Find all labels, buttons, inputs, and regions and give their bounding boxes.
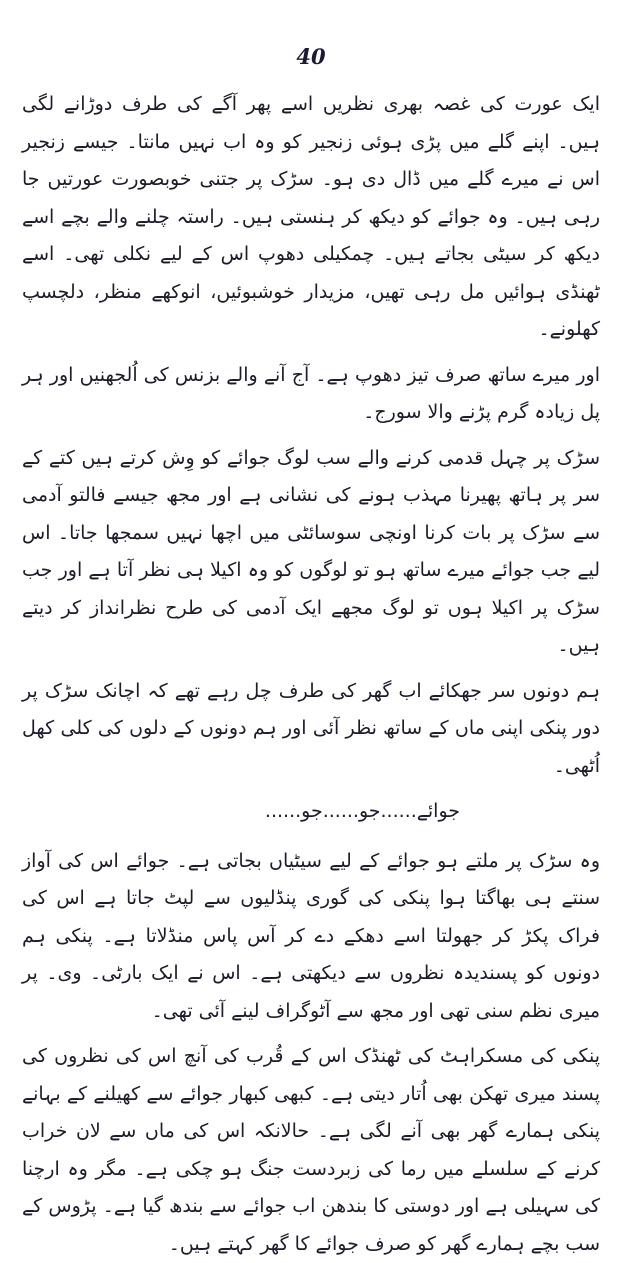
paragraph-3: سڑک پر چہل قدمی کرنے والے سب لوگ جوائے کو وِش کرتے ہیں کتے کے سر پر ہاتھ پھیرنا مہذب ہونے کی نشانی ہے اور مجھ جیسے فالتو آدمی سے سڑک پر بات کرنا اونچی سوسائٹی میں اچھا نہیں سمجھا جاتا۔ اس لیے جب جوائے میرے ساتھ ہو تو لوگوں کو وہ اکیلا ہی نظر آتا ہے اور جب سڑک پر اکیلا ہوں تو لوگ مجھے ایک آدمی کی طرح نظرانداز کر دیتے ہیں۔	[22, 446, 600, 656]
paragraph-1: ایک عورت کی غصہ بھری نظریں اسے پھر آگے کی طرف دوڑانے لگی ہیں۔ اپنے گلے میں پڑی ہوئی زنجیر کو وہ اب نہیں مانتا۔ جیسے زنجیر اس نے میرے گلے میں ڈال دی ہو۔ سڑک پر جتنی خوبصورت عورتیں جا رہی ہیں۔ وہ جوائے کو دیکھ کر ہنستی ہیں۔ راستہ چلنے والے بچے اسے دیکھ کر سیٹی بجاتے ہیں۔ چمکیلی دھوپ اس کے لیے نکلی تھی۔ اسے ٹھنڈی ہوائیں مل رہی تھیں، مزیدار خوشبوئیں، انوکھے منظر، دلچسپ کھلونے۔	[22, 93, 600, 340]
paragraph-4: ہم دونوں سر جھکائے اب گھر کی طرف چل رہے تھے کہ اچانک سڑک پر دور پنکی اپنی ماں کے ساتھ نظر آئی اور ہم دونوں کے دلوں کی کلی کھل اُٹھی۔	[22, 679, 600, 777]
paragraph-5-dialogue: جوائے......جو......جو......	[264, 800, 460, 822]
paragraph-2: اور میرے ساتھ صرف تیز دھوپ ہے۔ آج آنے والے بزنس کی اُلجھنیں اور ہر پل زیادہ گرم پڑنے والا سورج۔	[22, 363, 600, 423]
page-number: 40	[296, 44, 326, 69]
page-body	[22, 86, 600, 1263]
paragraph-6: وہ سڑک پر ملتے ہو جوائے کے لیے سیٹیاں بجاتی ہے۔ جوائے اس کی آواز سنتے ہی بھاگتا ہوا پنکی کی گوری پنڈلیوں سے لپٹ جاتا ہے اس کی فراک پکڑ کر جھولتا اسے دھکے دے کر آس پاس منڈلاتا ہے۔ پنکی ہم دونوں کو پسندیدہ نظروں سے دیکھتی ہے۔ اس نے ایک بارٹی۔ وی۔ پر میری نظم سنی تھی اور مجھ سے آٹوگراف لینے آئی تھی۔	[22, 849, 600, 1022]
paragraph-7: پنکی کی مسکراہٹ کی ٹھنڈک اس کے قُرب کی آنچ اس کی نظروں کی پسند میری تھکن بھی اُتار دیتی ہے۔ کبھی کبھار جوائے سے کھیلنے کے بہانے پنکی ہمارے گھر بھی آنے لگی ہے۔ حالانکہ اس کی ماں سے لان خراب کرنے کے سلسلے میں رما کی زبردست جنگ ہو چکی ہے۔ مگر وہ ارچنا کی سہیلی ہے اور دوستی کا بندھن اب جوائے سے بندھ گیا ہے۔ پڑوس کے سب بچے ہمارے گھر کو صرف جوائے کا گھر کہتے ہیں۔	[22, 1045, 600, 1255]
